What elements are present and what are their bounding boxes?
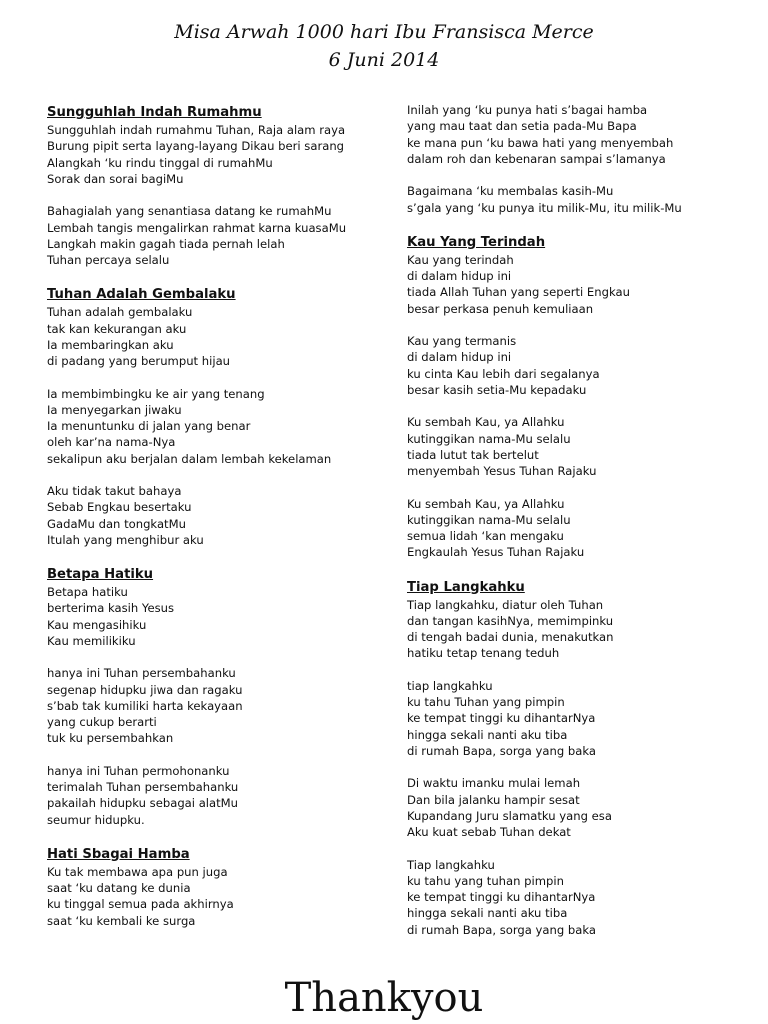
lyric-line: kutinggikan nama-Mu selalu	[407, 512, 571, 527]
lyric-line: seumur hidupku.	[47, 812, 145, 827]
stanza	[47, 122, 377, 187]
footer-thankyou: Thankyou	[284, 975, 484, 1021]
lyric-line: di dalam hidup ini	[407, 350, 512, 365]
right-column	[407, 102, 752, 938]
lyric-line: besar perkasa penuh kemuliaan	[407, 301, 594, 316]
lyric-line: di tengah badai dunia, menakutkan	[407, 630, 614, 644]
lyric-line: tiada Allah Tuhan yang seperti Engkau	[407, 285, 630, 300]
song-title: Hati Sbagai Hamba	[47, 846, 190, 862]
stanza	[47, 483, 377, 548]
stanza	[407, 333, 752, 398]
lyric-line: hanya ini Tuhan permohonanku	[47, 763, 230, 778]
lyric-line: Tiap langkahku, diatur oleh Tuhan	[407, 597, 604, 612]
stanza	[47, 203, 377, 268]
lyric-line: Inilah yang ‘ku punya hati s’bagai hamba	[407, 103, 648, 117]
lyric-line: hingga sekali nanti aku tiba	[407, 906, 568, 921]
lyric-line: Tiap langkahku	[407, 857, 495, 872]
song	[407, 102, 752, 216]
lyric-line: segenap hidupku jiwa dan ragaku	[47, 682, 243, 697]
lyric-line: Ia menuntunku di jalan yang benar	[47, 419, 251, 433]
lyric-line: Ku sembah Kau, ya Allahku	[407, 415, 565, 430]
lyric-line: Ku sembah Kau, ya Allahku	[407, 496, 565, 511]
lyric-line: saat ‘ku kembali ke surga	[47, 913, 196, 928]
lyric-line: di rumah Bapa, sorga yang baka	[407, 743, 596, 758]
song	[47, 286, 377, 548]
song	[407, 234, 752, 561]
stanza	[47, 665, 377, 746]
song	[47, 846, 377, 929]
lyric-line: Bahagialah yang senantiasa datang ke rumahMu	[47, 204, 332, 219]
lyric-line: saat ‘ku datang ke dunia	[47, 881, 191, 895]
lyric-line: Ia membaringkan aku	[47, 337, 174, 352]
document-header	[0, 18, 768, 74]
lyric-line: dalam roh dan kebenaran sampai s’lamanya	[407, 151, 666, 166]
lyric-line: Bagaimana ‘ku membalas kasih-Mu	[407, 184, 614, 199]
stanza	[407, 252, 752, 317]
lyric-line: Kau mengasihiku	[47, 617, 147, 632]
stanza	[47, 763, 377, 828]
lyric-line: berterima kasih Yesus	[47, 601, 175, 616]
lyric-line: GadaMu dan tongkatMu	[47, 516, 186, 531]
song	[47, 566, 377, 828]
song-title: Tiap Langkahku	[407, 579, 525, 595]
lyric-line: Ia menyegarkan jiwaku	[47, 402, 182, 417]
song-title: Kau Yang Terindah	[407, 234, 546, 250]
lyric-line: Tuhan percaya selalu	[47, 253, 170, 267]
lyric-line: kutinggikan nama-Mu selalu	[407, 431, 571, 446]
lyric-line: Sorak dan sorai bagiMu	[47, 171, 184, 186]
stanza	[407, 496, 752, 561]
lyric-line: tiada lutut tak bertelut	[407, 447, 539, 462]
lyric-line: semua lidah ‘kan mengaku	[407, 529, 564, 543]
lyric-line: Aku kuat sebab Tuhan dekat	[407, 825, 571, 839]
lyric-line: tiap langkahku	[407, 678, 493, 693]
stanza	[47, 864, 377, 929]
song	[407, 579, 752, 938]
song-title: Sungguhlah Indah Rumahmu	[47, 105, 262, 120]
stanza	[407, 102, 752, 167]
lyric-line: dan tangan kasihNya, memimpinku	[407, 613, 614, 628]
stanza	[407, 597, 752, 662]
lyric-line: Sungguhlah indah rumahmu Tuhan, Raja alam raya	[47, 123, 346, 137]
lyric-line: Sebab Engkau besertaku	[47, 500, 192, 515]
lyric-line: hanya ini Tuhan persembahanku	[47, 666, 236, 681]
stanza	[407, 857, 752, 938]
header-date: 6 Juni 2014	[328, 49, 440, 71]
header-title: Misa Arwah 1000 hari Ibu Fransisca Merce	[174, 21, 594, 43]
stanza	[407, 183, 752, 216]
lyric-line: s’gala yang ‘ku punya itu milik-Mu, itu milik-Mu	[407, 200, 682, 215]
lyric-line: besar kasih setia-Mu kepadaku	[407, 382, 587, 397]
lyric-line: di rumah Bapa, sorga yang baka	[407, 922, 596, 937]
lyric-line: Langkah makin gagah tiada pernah lelah	[47, 236, 285, 251]
lyric-line: Engkaulah Yesus Tuhan Rajaku	[407, 545, 585, 560]
left-column	[47, 102, 377, 929]
lyric-line: Kau memilikiku	[47, 633, 136, 648]
stanza	[47, 584, 377, 649]
stanza	[407, 775, 752, 840]
lyric-line: Burung pipit serta layang-layang Dikau beri sarang	[47, 139, 345, 154]
lyric-line: hingga sekali nanti aku tiba	[407, 727, 568, 742]
lyric-line: oleh kar’na nama-Nya	[47, 435, 176, 450]
lyric-line: yang cukup berarti	[47, 715, 157, 729]
lyric-line: Dan bila jalanku hampir sesat	[407, 792, 580, 807]
lyric-line: yang mau taat dan setia pada-Mu Bapa	[407, 119, 637, 134]
lyric-line: tuk ku persembahkan	[47, 731, 174, 746]
stanza	[47, 386, 377, 467]
lyric-line: pakailah hidupku sebagai alatMu	[47, 796, 239, 811]
lyric-line: ku tahu Tuhan yang pimpin	[407, 695, 565, 709]
lyric-line: Di waktu imanku mulai lemah	[407, 776, 581, 791]
lyric-line: Alangkah ‘ku rindu tinggal di rumahMu	[47, 155, 273, 170]
lyric-line: Kau yang terindah	[407, 252, 514, 267]
lyric-line: sekalipun aku berjalan dalam lembah kekelaman	[47, 451, 332, 466]
lyric-line: ku tahu yang tuhan pimpin	[407, 873, 564, 888]
song-title: Tuhan Adalah Gembalaku	[47, 287, 236, 303]
song-title: Betapa Hatiku	[47, 567, 154, 582]
lyric-line: Aku tidak takut bahaya	[47, 484, 182, 498]
lyric-line: terimalah Tuhan persembahanku	[47, 780, 239, 794]
lyric-line: ke tempat tinggi ku dihantarNya	[407, 890, 596, 904]
lyric-line: Kau yang termanis	[407, 334, 517, 348]
lyric-line: Tuhan adalah gembalaku	[47, 305, 193, 320]
song	[47, 104, 377, 268]
lyric-line: tak kan kekurangan aku	[47, 321, 187, 336]
lyric-line: ke tempat tinggi ku dihantarNya	[407, 711, 596, 726]
lyric-line: Ia membimbingku ke air yang tenang	[47, 386, 265, 401]
lyric-line: ke mana pun ‘ku bawa hati yang menyembah	[407, 135, 674, 150]
lyric-line: di padang yang berumput hijau	[47, 354, 231, 368]
lyric-line: Lembah tangis mengalirkan rahmat karna kuasaMu	[47, 220, 347, 235]
lyric-line: Kupandang Juru slamatku yang esa	[407, 808, 612, 823]
lyric-line: ku cinta Kau lebih dari segalanya	[407, 366, 600, 381]
lyric-line: di dalam hidup ini	[407, 269, 512, 283]
lyric-line: hatiku tetap tenang teduh	[407, 646, 560, 661]
lyric-line: Ku tak membawa apa pun juga	[47, 864, 228, 879]
lyric-line: Betapa hatiku	[47, 585, 128, 599]
stanza	[47, 304, 377, 369]
lyric-line: menyembah Yesus Tuhan Rajaku	[407, 464, 597, 478]
lyric-line: ku tinggal semua pada akhirnya	[47, 897, 234, 912]
stanza	[407, 678, 752, 759]
stanza	[407, 414, 752, 479]
lyric-line: Itulah yang menghibur aku	[47, 532, 204, 547]
lyric-line: s’bab tak kumiliki harta kekayaan	[47, 698, 243, 713]
